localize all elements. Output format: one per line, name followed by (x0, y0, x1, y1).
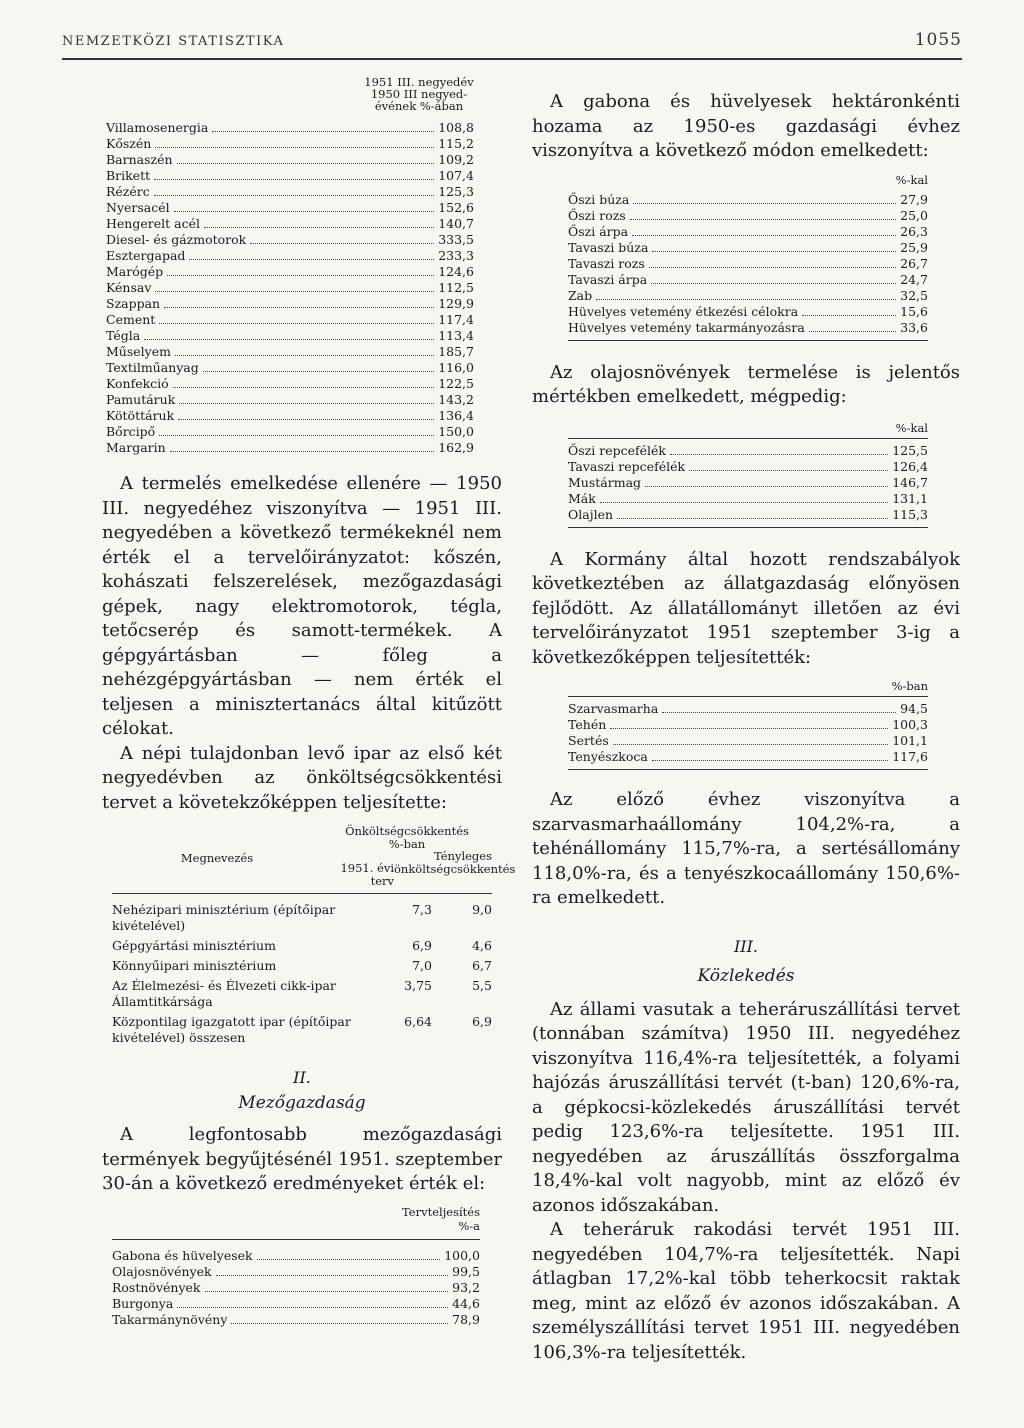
row-label: Kötöttáruk (106, 408, 175, 423)
row-value: 78,9 (452, 1311, 480, 1327)
table-row (106, 232, 474, 248)
industry-table (106, 76, 474, 456)
row-value: 32,5 (900, 287, 928, 303)
table-row (568, 701, 928, 717)
row-label: Barnaszén (106, 152, 173, 167)
row-label: Marógép (106, 264, 164, 279)
livestock-rows (568, 701, 928, 765)
row-value: 94,5 (900, 701, 928, 716)
row-value: 152,6 (438, 200, 474, 215)
leader-dots (613, 744, 888, 745)
table-row (112, 1312, 480, 1328)
table-row (106, 184, 474, 200)
table-row (568, 443, 928, 459)
leader-dots (645, 486, 888, 487)
table-row (568, 475, 928, 491)
paragraph: A termelés emelkedése ellenére — 1950 III. negyedéhez viszonyítva — 1951 III. negyedében a következő termékeknél nem érték el a tervelőirányzatot: kőszén, kohászati felszerelések, mezőgazdasági gépek, nagy elektromotorok, tégla, tetőcserép és samott-termékek. A gépgyártásban — főleg a nehézgépgyártásban — nem érték el teljesen a minisztertanács által kitűzött célokat. (102, 473, 502, 739)
row-value: 26,3 (900, 223, 928, 239)
plan-value: 3,75 (404, 978, 432, 993)
table-row (112, 1248, 480, 1264)
leader-dots (632, 235, 896, 236)
paragraph: Az előző évhez viszonyítva a szarvasmarhaállomány 104,2%-ra, a tehénállomány 115,7%-ra, a sertésállomány 118,0%-ra, és a tenyészkocaállomány 150,6%-ra emelkedett. (532, 789, 960, 908)
plan-value: 7,3 (412, 902, 432, 917)
oil-table (568, 422, 928, 528)
leader-dots (617, 518, 888, 519)
plan-value: 6,64 (404, 1014, 432, 1029)
table-row (568, 304, 928, 320)
leader-dots (809, 331, 896, 332)
row-value: 116,0 (438, 360, 474, 375)
table-row (568, 459, 928, 475)
row-label: Az Élelmezési- és Élvezeti cikk-ipar Államtitkársága (112, 978, 336, 1009)
industry-head-line: évének %-ában (374, 99, 464, 113)
running-head (62, 16, 962, 56)
leader-dots (144, 339, 434, 340)
row-value: 233,3 (438, 248, 474, 263)
row-label: Esztergapad (106, 248, 186, 263)
leader-dots (203, 371, 434, 372)
cost-rows (112, 902, 492, 1046)
table-row (106, 152, 474, 168)
leader-dots (652, 760, 888, 761)
row-label: Diesel- és gázmotorok (106, 232, 247, 247)
row-label: Tavaszi búza (568, 239, 649, 255)
paragraph: A népi tulajdonban levő ipar az első két negyedévben az önköltségcsökkentési tervet a követekzőképpen teljesítette: (102, 742, 502, 813)
table-row (106, 440, 474, 456)
row-value: 109,2 (438, 152, 474, 167)
leader-dots (596, 299, 896, 300)
table-row (106, 168, 474, 184)
row-label: Tégla (106, 328, 141, 343)
table-row (106, 392, 474, 408)
leader-dots (212, 131, 434, 132)
table-row (568, 749, 928, 765)
row-label: Mustármag (568, 474, 642, 490)
table-row (568, 272, 928, 288)
row-label: Bőrcipő (106, 424, 156, 439)
table-row (568, 256, 928, 272)
table-row (106, 408, 474, 424)
row-label: Rostnövények (112, 1279, 201, 1295)
table-row (106, 216, 474, 232)
row-label: Cement (106, 312, 156, 327)
row-label: Műselyem (106, 344, 171, 359)
leader-dots (174, 211, 435, 212)
row-label: Olajlen (568, 506, 614, 522)
table-row (568, 507, 928, 523)
table-row (106, 264, 474, 280)
harvest-head: Tervteljesítés (402, 1204, 480, 1219)
row-label: Margarin (106, 440, 166, 455)
row-label: Sertés (568, 733, 609, 748)
leader-dots (167, 275, 434, 276)
leader-dots (689, 470, 888, 471)
cost-col1-head: 1951. évi terv (340, 861, 394, 888)
row-value: 117,4 (438, 312, 474, 327)
row-value: 162,9 (438, 440, 474, 455)
row-label: Őszi búza (568, 191, 630, 207)
row-label: Szarvasmarha (568, 701, 659, 716)
row-label: Tenyészkoca (568, 749, 648, 764)
paragraph: A teheráruk rakodási tervét 1951 III. negyedében 104,7%-ra teljesítették. Napi átlagban 17,2%-kal több teherkocsit raktak meg, mint az előző év azonos időszakában. A személyszállítási tervet 1951 III. negyedében 106,3%-ra teljesítették. (532, 1219, 960, 1363)
row-label: Pamutáruk (106, 392, 176, 407)
row-value: 15,6 (900, 303, 928, 319)
row-value: 143,2 (438, 392, 474, 407)
actual-value: 9,0 (472, 902, 492, 917)
row-value: 146,7 (892, 474, 928, 490)
paragraph: Az állami vasutak a teheráruszállítási tervet (tonnában számítva) 1950 III. negyedéhez viszonyítva 116,4%-ra teljesítették, a folyami hajózás áruszállítási tervét (t-ban) 120,6%-ra, a gépkocsi-közlekedés áruszállítási tervét pedig 123,6%-ra teljesítette. 1951 III. negyedében az áruszállítás összforgalma 18,4%-kal volt nagyobb, mint az előző év azonos időszakában. (532, 998, 960, 1216)
section-number: III. (733, 936, 759, 956)
row-value: 115,3 (892, 506, 928, 522)
grain-unit: %-kal (895, 172, 928, 187)
row-label: Burgonya (112, 1295, 174, 1311)
leader-dots (204, 227, 434, 228)
leader-dots (652, 251, 896, 252)
row-value: 27,9 (900, 191, 928, 207)
row-value: 93,2 (452, 1279, 480, 1295)
paragraph: A Kormány által hozott rendszabályok következtében az állatgazdaság előnyösen fejlődött. Az állatállományt illetően az évi tervelőirányzatot 1951 szeptember 3-ig a következőképpen teljesítették: (532, 548, 960, 668)
row-value: 122,5 (438, 376, 474, 391)
oil-rows (568, 443, 928, 523)
row-label: Őszi árpa (568, 223, 629, 239)
leader-dots (177, 163, 435, 164)
leader-dots (633, 203, 896, 204)
leader-dots (670, 454, 888, 455)
actual-value: 4,6 (472, 938, 492, 953)
row-label: Őszi rozs (568, 207, 626, 223)
oil-unit: %-kal (895, 420, 928, 435)
actual-value: 6,9 (472, 1014, 492, 1029)
row-label: Hüvelyes vetemény takarmányozásra (568, 319, 805, 335)
row-value: 100,3 (892, 717, 928, 732)
livestock-unit: %-ban (891, 679, 928, 693)
row-value: 117,6 (892, 749, 928, 764)
row-label: Textilműanyag (106, 360, 199, 375)
row-label: Őszi repcefélék (568, 442, 666, 458)
table-row (112, 1296, 480, 1312)
leader-dots (189, 259, 434, 260)
table-row (106, 328, 474, 344)
row-value: 125,3 (438, 184, 474, 199)
cost-unit: %-ban (388, 836, 426, 851)
leader-dots (155, 147, 434, 148)
table-row (106, 424, 474, 440)
row-label: Nehézipari minisztérium (építőipar kivételével) (112, 902, 336, 933)
row-label: Könnyűipari minisztérium (112, 958, 277, 973)
row-value: 115,2 (438, 136, 474, 151)
leader-dots (155, 291, 434, 292)
table-row (106, 296, 474, 312)
row-value: 185,7 (438, 344, 474, 359)
section-title: Közlekedés (697, 965, 795, 986)
row-value: 99,5 (452, 1263, 480, 1279)
paragraph: Az olajosnövények termelése is jelentős mértékben emelkedett, mégpedig: (532, 361, 960, 407)
section-number: II. (293, 1068, 311, 1087)
table-row (568, 717, 928, 733)
table-row (112, 978, 492, 1010)
row-label: Rézérc (106, 184, 150, 199)
leader-dots (154, 195, 434, 196)
leader-dots (649, 267, 896, 268)
actual-value: 5,5 (472, 978, 492, 993)
cost-table (112, 824, 516, 1046)
row-value: 136,4 (438, 408, 474, 423)
leader-dots (651, 283, 896, 284)
table-row (106, 280, 474, 296)
right-column (532, 90, 960, 1365)
leader-dots (159, 323, 434, 324)
row-value: 125,5 (892, 442, 928, 458)
leader-dots (170, 451, 434, 452)
table-row (568, 224, 928, 240)
row-value: 124,6 (438, 264, 474, 279)
paragraph: A gabona és hüvelyesek hektáronkénti hozama az 1950-es gazdasági évhez viszonyítva a következő módon emelkedett: (532, 91, 960, 161)
row-value: 44,6 (452, 1295, 480, 1311)
row-label: Tehén (568, 717, 607, 732)
leader-dots (630, 219, 896, 220)
leader-dots (164, 307, 434, 308)
page-number: 1055 (914, 30, 962, 50)
table-row (106, 344, 474, 360)
row-value: 333,5 (438, 232, 474, 247)
row-label: Gépgyártási minisztérium (112, 938, 276, 953)
cost-group-head: Önköltségcsökkentés (345, 824, 469, 838)
leader-dots (600, 502, 888, 503)
row-label: Nyersacél (106, 200, 170, 215)
row-label: Központilag igazgatott ipar (építőipar kivételével) összesen (112, 1014, 351, 1045)
leader-dots (610, 728, 888, 729)
table-row (106, 248, 474, 264)
table-row (112, 902, 492, 934)
paragraph: A legfontosabb mezőgazdasági termények begyűjtésénél 1951. szeptember 30-án a következő eredményeket érték el: (102, 1124, 502, 1194)
leader-dots (173, 387, 435, 388)
leader-dots (154, 179, 434, 180)
row-value: 25,0 (900, 207, 928, 223)
industry-head-line: 1951 III. negyedév (364, 75, 474, 89)
leader-dots (231, 1323, 448, 1324)
row-value: 113,4 (438, 328, 474, 343)
table-row (568, 491, 928, 507)
row-value: 131,1 (892, 490, 928, 506)
harvest-table (112, 1205, 480, 1328)
row-label: Brikett (106, 168, 151, 183)
row-value: 25,9 (900, 239, 928, 255)
row-label: Takarmánynövény (112, 1311, 228, 1327)
row-value: 26,7 (900, 255, 928, 271)
table-row (106, 120, 474, 136)
row-label: Tavaszi rozs (568, 255, 645, 271)
row-label: Tavaszi repcefélék (568, 458, 686, 474)
left-column (102, 75, 516, 1328)
row-label: Zab (568, 287, 593, 303)
harvest-rows (112, 1248, 480, 1328)
section-title: Mezőgazdaság (238, 1093, 366, 1113)
livestock-table (568, 680, 928, 770)
plan-value: 6,9 (412, 938, 432, 953)
industry-head-line: 1950 III negyed- (370, 87, 468, 101)
row-value: 126,4 (892, 458, 928, 474)
harvest-head: %-a (458, 1218, 480, 1233)
leader-dots (205, 1291, 449, 1292)
header-rule (62, 58, 962, 60)
row-value: 101,1 (892, 733, 928, 748)
row-value: 24,7 (900, 271, 928, 287)
table-row (568, 240, 928, 256)
row-value: 140,7 (438, 216, 474, 231)
row-value: 112,5 (438, 280, 474, 295)
table-row (112, 1280, 480, 1296)
cost-col2-head: Tényleges önköltségcsökkentés (394, 849, 516, 876)
table-row (112, 1014, 492, 1046)
table-row (568, 192, 928, 208)
row-label: Konfekció (106, 376, 169, 391)
grain-table (568, 174, 928, 341)
leader-dots (178, 419, 434, 420)
table-row (106, 312, 474, 328)
table-row (112, 958, 492, 974)
row-label: Olajosnövények (112, 1263, 212, 1279)
running-title: NEMZETKÖZI STATISZTIKA (62, 34, 285, 49)
leader-dots (179, 403, 434, 404)
row-value: 107,4 (438, 168, 474, 183)
actual-value: 6,7 (472, 958, 492, 973)
leader-dots (159, 435, 434, 436)
leader-dots (802, 315, 896, 316)
row-label: Hüvelyes vetemény étkezési célokra (568, 303, 799, 319)
table-row (568, 288, 928, 304)
row-label: Tavaszi árpa (568, 271, 648, 287)
industry-rows (106, 120, 474, 456)
row-value: 33,6 (900, 319, 928, 335)
table-row (568, 320, 928, 336)
row-label: Kénsav (106, 280, 152, 295)
cost-name-head: Megnevezés (180, 851, 254, 865)
row-label: Gabona és hüvelyesek (112, 1247, 253, 1263)
grain-rows (568, 192, 928, 336)
row-label: Villamosenergia (106, 120, 209, 135)
table-row (106, 376, 474, 392)
row-value: 150,0 (438, 424, 474, 439)
leader-dots (216, 1275, 449, 1276)
table-row (106, 360, 474, 376)
row-label: Mák (568, 490, 596, 506)
leader-dots (177, 1307, 448, 1308)
row-label: Szappan (106, 296, 161, 311)
row-value: 108,8 (438, 120, 474, 135)
table-row (106, 136, 474, 152)
leader-dots (175, 355, 434, 356)
leader-dots (250, 243, 434, 244)
table-row (568, 208, 928, 224)
leader-dots (662, 712, 896, 713)
row-label: Kőszén (106, 136, 152, 151)
row-value: 129,9 (438, 296, 474, 311)
table-row (112, 1264, 480, 1280)
plan-value: 7,0 (412, 958, 432, 973)
table-row (568, 733, 928, 749)
row-value: 100,0 (444, 1247, 480, 1263)
row-label: Hengerelt acél (106, 216, 200, 231)
table-row (106, 200, 474, 216)
leader-dots (257, 1259, 441, 1260)
table-row (112, 938, 492, 954)
